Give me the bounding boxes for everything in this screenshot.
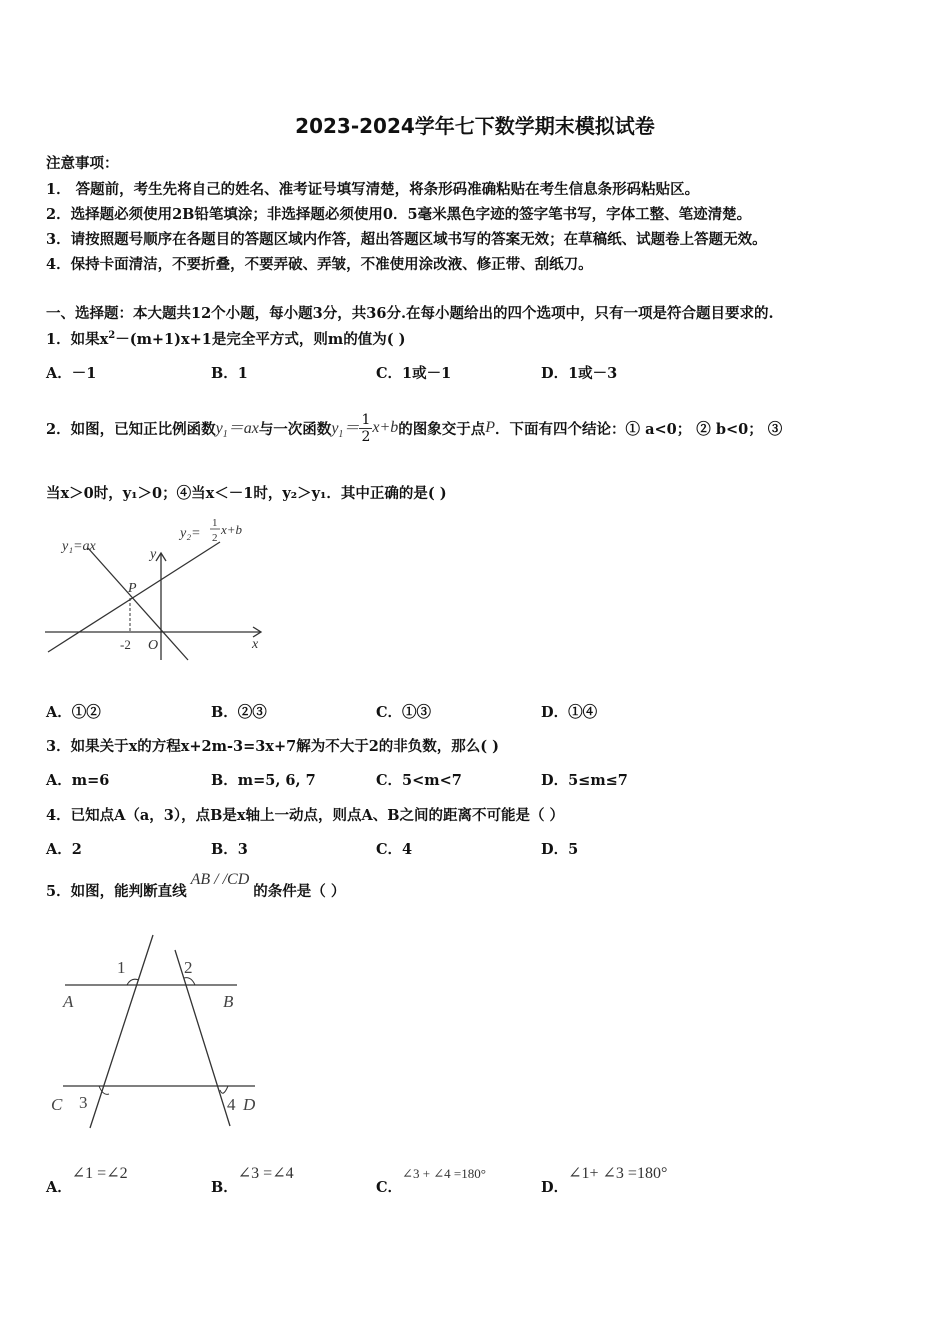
label-origin: O: [148, 638, 159, 653]
label-point-d: D: [243, 1095, 256, 1114]
q5-option-b-math: ∠3 =∠4: [237, 1165, 294, 1182]
q2-y1-b: $y_1=$: [331, 420, 360, 441]
q2-text-4: ．下面有四个结论：① a<0； ② b<0； ③: [495, 420, 783, 438]
question-2-stem: [46, 398, 782, 458]
arc-3: [99, 1086, 109, 1094]
label-y2: y₂=: [180, 526, 201, 541]
q5-text-1: 5．如图，能判断直线: [46, 882, 187, 900]
q5-math-abcd: AB / /CD: [190, 871, 250, 888]
q4-option-c: C．4: [376, 841, 413, 858]
label-axis-y: y: [150, 547, 157, 562]
q5-text-2: 的条件是（ ）: [253, 882, 346, 900]
label-point-p: P: [128, 581, 137, 596]
label-tick: -2: [120, 637, 131, 652]
q5-option-d: D．∠1+ ∠3 =180°: [541, 1165, 668, 1196]
notice-item-1: 1． 答题前，考生先将自己的姓名、准考证号填写清楚，将条形码准确粘贴在考生信息条形码粘贴区。: [46, 181, 700, 198]
q5-option-c-math: ∠3 + ∠4 =180°: [402, 1166, 486, 1181]
q2-text-3: 的图象交于点: [398, 420, 486, 438]
label-y1: y₁=ax: [62, 539, 96, 554]
q1-option-a: A．－1: [46, 365, 97, 382]
question-5-stem: [46, 870, 345, 910]
label-point-b: B: [223, 992, 234, 1011]
q2-text-2: 与一次函数: [258, 420, 332, 438]
q2-option-a: A．①②: [46, 704, 101, 721]
notice-item-2: 2．选择题必须使用2B铅笔填涂；非选择题必须使用0．5毫米黑色字迹的签字笔书写，字体工整、笔迹清楚。: [46, 206, 752, 223]
notice-heading: 注意事项：: [46, 155, 119, 172]
label-y2-post: x+b: [221, 522, 243, 537]
q2-fraction: $\frac{1}{2}$: [361, 411, 371, 445]
section-heading: 一、选择题：本大题共12个小题，每小题3分，共36分.在每小题给出的四个选项中，只有一项是符合题目要求的.: [46, 305, 774, 322]
q2-option-d: D．①④: [541, 704, 598, 721]
line-y2: [48, 542, 220, 652]
q3-option-a: A．m=6: [46, 772, 110, 789]
label-angle-1: 1: [117, 958, 126, 977]
q1-exponent: 2: [108, 330, 116, 342]
q5-option-d-math: ∠1+ ∠3 =180°: [568, 1165, 668, 1182]
q1-option-b: B．1: [211, 365, 248, 382]
q3-option-c: C．5<m<7: [376, 772, 462, 789]
q2-y1: $y_1=ax$: [215, 420, 259, 441]
q4-option-b: B．3: [211, 841, 248, 858]
q2-option-c: C．①③: [376, 704, 432, 721]
q2-xb: x+b: [372, 419, 399, 436]
label-angle-2: 2: [184, 958, 193, 977]
q2-line-2: 当x＞0时，y₁＞0；④当x＜－1时，y₂＞y₁．其中正确的是( ): [46, 485, 447, 502]
q4-option-d: D．5: [541, 841, 579, 858]
q5-figure: [45, 930, 265, 1130]
q1-stem-a: 1．如果x: [46, 331, 109, 348]
notice-item-4: 4．保持卡面清洁，不要折叠，不要弄破、弄皱，不准使用涂改液、修正带、刮纸刀。: [46, 256, 593, 273]
line-y1: [88, 548, 188, 660]
page-title: 2023-2024学年七下数学期末模拟试卷: [295, 114, 655, 138]
label-angle-3: 3: [79, 1093, 88, 1112]
q1-stem-b: －(m+1)x+1是完全平方式，则m的值为( ): [115, 331, 406, 348]
q3-option-d: D．5≤m≤7: [541, 772, 628, 789]
q5-option-b: B．∠3 =∠4: [211, 1165, 294, 1196]
q2-point-p: P: [485, 419, 496, 436]
q4-option-a: A．2: [46, 841, 82, 858]
q5-option-a: A．∠1 =∠2: [46, 1165, 128, 1196]
question-1-stem: [46, 328, 406, 349]
label-point-a: A: [63, 992, 74, 1011]
label-axis-x: x: [252, 637, 259, 652]
arc-4: [220, 1086, 228, 1093]
label-y2-den: 2: [212, 532, 218, 544]
q2-text-1: 2．如图，已知正比例函数: [46, 420, 216, 438]
q2-graph: [40, 512, 280, 662]
question-3-stem: 3．如果关于x的方程x+2m-3=3x+7解为不大于2的非负数，那么( ): [46, 738, 500, 755]
q1-option-c: C．1或－1: [376, 365, 452, 382]
notice-item-3: 3．请按照题号顺序在各题目的答题区域内作答，超出答题区域书写的答案无效；在草稿纸、试题卷上答题无效。: [46, 231, 767, 248]
q5-option-a-math: ∠1 =∠2: [71, 1165, 128, 1182]
question-4-stem: 4．已知点A（a，3），点B是x轴上一动点，则点A、B之间的距离不可能是（ ）: [46, 807, 565, 824]
q3-option-b: B．m=5, 6, 7: [211, 772, 316, 789]
label-point-c: C: [51, 1095, 63, 1114]
q1-option-d: D．1或－3: [541, 365, 618, 382]
label-y2-num: 1: [212, 517, 218, 529]
label-angle-4: 4: [227, 1095, 236, 1114]
q2-option-b: B．②③: [211, 704, 267, 721]
q5-option-c: C．∠3 + ∠4 =180°: [376, 1166, 486, 1196]
